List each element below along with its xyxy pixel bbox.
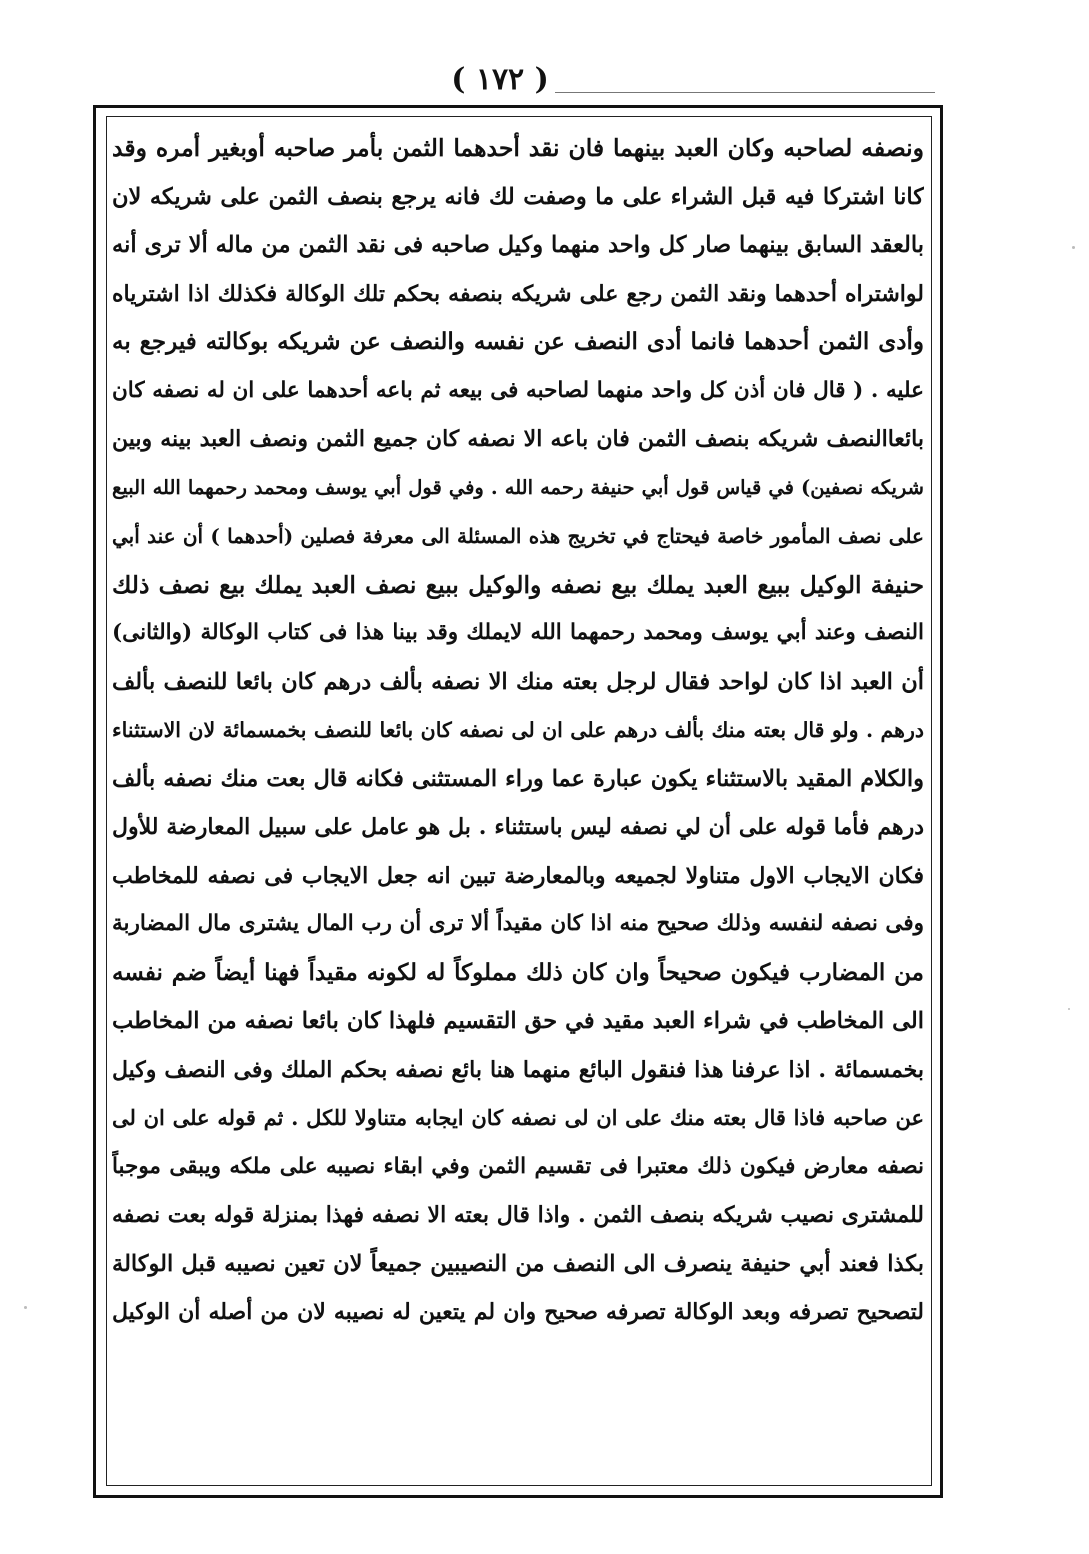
page-number: ( ١٧٢ ) <box>451 62 549 97</box>
text-line: درهم فأما قوله على أن لي نصفه ليس باستثناء . بل هو عامل على سبيل المعارضة للأول <box>112 814 924 840</box>
text-line: من المضارب فيكون صحيحاً وان كان ذلك مملوكاً له لكونه مقيداً فهنا أيضاً ضم نفسه <box>112 958 924 986</box>
scan-speck <box>1072 246 1075 249</box>
text-line: وفى نصفه لنفسه وذلك صحيح منه اذا كان مقيداً ألا ترى أن رب المال يشترى مال المضاربة <box>112 911 924 936</box>
text-line: وأدى الثمن أحدهما فانما أدى النصف عن نفسه والنصف عن شريكه بوكالته فيرجع به <box>112 328 924 355</box>
text-line <box>112 1337 924 1386</box>
body-text <box>112 124 924 1484</box>
scan-speck <box>24 1306 27 1309</box>
text-line: عن صاحبه فاذا قال بعته منك على ان لى نصفه كان ايجابه متناولا للكل . ثم قوله على ان لى <box>112 1105 924 1130</box>
scan-speck <box>1068 1008 1070 1010</box>
text-line: فكان الايجاب الاول متناولا لجميعه وبالمعارضة تبين انه جعل الايجاب فى نصفه للمخاطب <box>112 862 924 889</box>
text-line: بائعاالنصف شريكه بنصف الثمن فان باعه الا نصفه كان جميع الثمن ونصف العبد بينه وبين <box>112 426 924 452</box>
text-line: على نصف المأمور خاصة فيحتاج في تخريج هذه المسئلة الى معرفة فصلين (أحدهما ) أن عند أبي <box>112 524 924 548</box>
text-line: درهم . ولو قال بعته منك بألف درهم على ان لى نصفه كان بائعا للنصف بخمسمائة لان الاستثناء <box>112 718 924 742</box>
text-line <box>112 1385 924 1434</box>
text-line: للمشترى نصيب شريكه بنصف الثمن . واذا قال بعته الا نصفه فهذا بمنزلة قوله بعت نصفه <box>112 1202 924 1228</box>
text-line: أن العبد اذا كان لواحد فقال لرجل بعته منك الا نصفه بألف درهم كان بائعا للنصف بألف <box>112 668 924 695</box>
text-line: عليه . ( قال فان أذن كل واحد منهما لصاحبه فى بيعه ثم باعه أحدهما على ان له نصفه كان <box>112 377 924 403</box>
text-line: بالعقد السابق بينهما صار كل واحد منهما وكيل صاحبه فى نقد الثمن من ماله ألا ترى أنه <box>112 232 924 258</box>
text-line: بخمسمائة . اذا عرفنا هذا فنقول البائع منهما هنا بائع نصفه بحكم الملك وفى النصف وكيل <box>112 1056 924 1083</box>
text-line: نصفه معارض فيكون ذلك معتبرا فى تقسيم الثمن وفي ابقاء نصيبه على ملكه ويبقى موجباً <box>112 1153 924 1179</box>
text-line: لواشتراه أحدهما ونقد الثمن رجع على شريكه بنصفه بحكم تلك الوكالة فكذلك اذا اشترياه <box>112 280 924 307</box>
text-line: كانا اشتركا فيه قبل الشراء على ما وصفت لك فانه يرجع بنصف الثمن على شريكه لان <box>112 183 924 210</box>
header-rule <box>555 92 935 93</box>
text-line: ونصفه لصاحبه وكان العبد بينهما فان نقد أحدهما الثمن بأمر صاحبه أوبغير أمره وقد <box>112 134 924 162</box>
text-line: حنيفة الوكيل ببيع العبد يملك بيع نصفه والوكيل ببيع نصف العبد يملك بيع نصف ذلك <box>112 570 924 599</box>
text-line: النصف وعند أبي يوسف ومحمد رحمهما الله لايملك وقد بينا هذا فى كتاب الوكالة (والثانى) <box>112 620 924 645</box>
text-line: بكذا فعند أبي حنيفة ينصرف الى النصف من النصيبين جميعاً لان تعين نصيبه قبل الوكالة <box>112 1250 924 1277</box>
text-line: الى المخاطب في شراء العبد مقيد في حق التقسيم فلهذا كان بائعا نصفه من المخاطب <box>112 1008 924 1034</box>
text-line: لتصحيح تصرفه وبعد الوكالة تصرفه صحيح وان لم يتعين له نصيبه لان من أصله أن الوكيل <box>112 1299 924 1325</box>
text-line: والكلام المقيد بالاستثناء يكون عبارة عما وراء المستثنى فكانه قال بعت منك نصفه بألف <box>112 765 924 792</box>
text-line: شريكه نصفين) في قياس قول أبي حنيفة رحمه الله . وفي قول أبي يوسف ومحمد رحمهما الله البيع <box>112 475 924 499</box>
